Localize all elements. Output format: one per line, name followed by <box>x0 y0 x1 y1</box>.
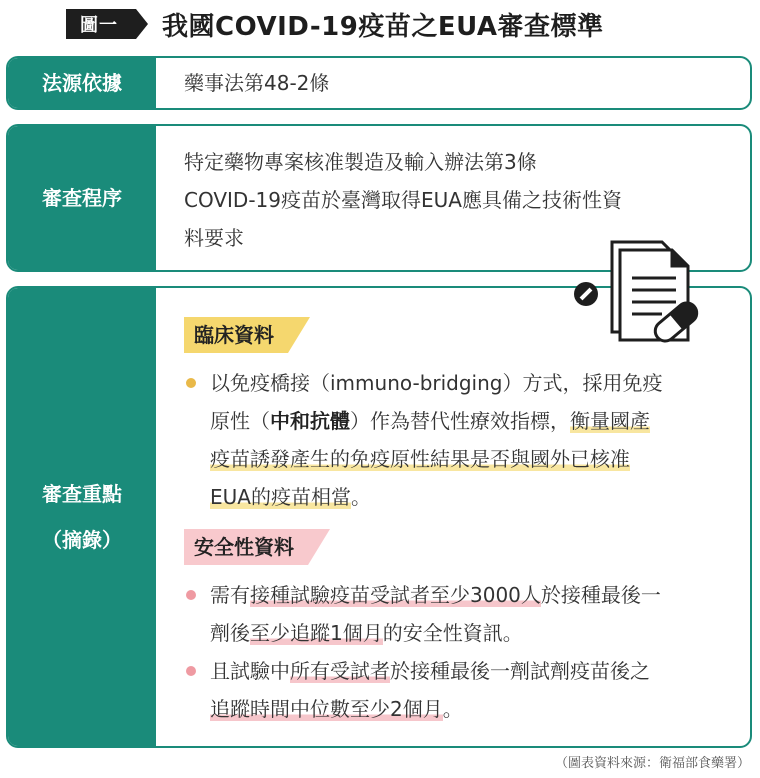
review-focus-content <box>156 288 750 746</box>
text-segment: 需有 <box>210 583 250 607</box>
bullet-dot-icon <box>186 378 196 388</box>
highlight-text: 所有受試者 <box>290 659 390 683</box>
highlight-text: 追蹤時間中位數至少2個月 <box>210 697 443 721</box>
highlight-text: EUA的疫苗相當 <box>210 485 351 509</box>
highlight-text: 至少追蹤1個月 <box>250 621 383 645</box>
legal-basis-row <box>6 56 752 110</box>
text-segment: 的安全性資訊。 <box>382 621 523 645</box>
legal-basis-label-text: 法源依據 <box>42 71 122 95</box>
review-focus-label <box>8 288 156 746</box>
review-focus-row <box>6 286 752 748</box>
highlight-text: 接種試驗疫苗受試者至少3000人 <box>250 583 541 607</box>
clinical-data-heading: 臨床資料 <box>184 317 288 353</box>
clinical-bullet <box>184 364 726 516</box>
review-focus-label-line2: （摘錄） <box>42 528 122 552</box>
safety-bullet-2 <box>184 652 726 728</box>
text-segment: 。 <box>350 485 371 509</box>
text-segment: 於接種最後一 <box>540 583 661 607</box>
text-segment: 於接種最後一劑試劑疫苗後之 <box>390 659 650 683</box>
legal-basis-text: 藥事法第48-2條 <box>184 71 330 95</box>
legal-basis-label <box>8 58 156 108</box>
review-process-label <box>8 126 156 270</box>
no-entry-icon <box>574 282 598 306</box>
title-bar <box>66 2 604 46</box>
review-process-label-text: 審查程序 <box>42 186 122 210</box>
source-caption: （圖表資料來源：衛福部食藥署） <box>554 756 750 771</box>
review-process-line-2: COVID-19疫苗於臺灣取得EUA應具備之技術性資 <box>184 188 622 212</box>
bullet-dot-icon <box>186 666 196 676</box>
document-icon <box>566 236 706 346</box>
figure-tag: 圖一 <box>66 9 136 39</box>
bold-text: 中和抗體 <box>270 409 350 433</box>
bullet-dot-icon <box>186 590 196 600</box>
safety-bullet-1 <box>184 576 726 652</box>
highlight-text: 衡量國產 <box>570 409 650 433</box>
text-segment: 劑後 <box>210 621 250 645</box>
text-segment: 。 <box>442 697 463 721</box>
text-segment: 且試驗中 <box>210 659 290 683</box>
review-process-line-1: 特定藥物專案核准製造及輸入辦法第3條 <box>184 150 537 174</box>
text-segment: ）作為替代性療效指標， <box>350 409 570 433</box>
page-title: 我國COVID-19疫苗之EUA審查標準 <box>162 11 604 42</box>
review-focus-label-line1: 審查重點 <box>42 482 122 506</box>
review-process-line-3: 料要求 <box>184 226 244 250</box>
legal-basis-content <box>156 58 750 108</box>
text-segment: 以免疫橋接（immuno-bridging）方式，採用免疫 <box>210 371 663 395</box>
safety-data-heading: 安全性資料 <box>184 529 308 565</box>
highlight-text: 疫苗誘發產生的免疫原性結果是否與國外已核准 <box>210 447 630 471</box>
text-segment: 原性（ <box>210 409 270 433</box>
